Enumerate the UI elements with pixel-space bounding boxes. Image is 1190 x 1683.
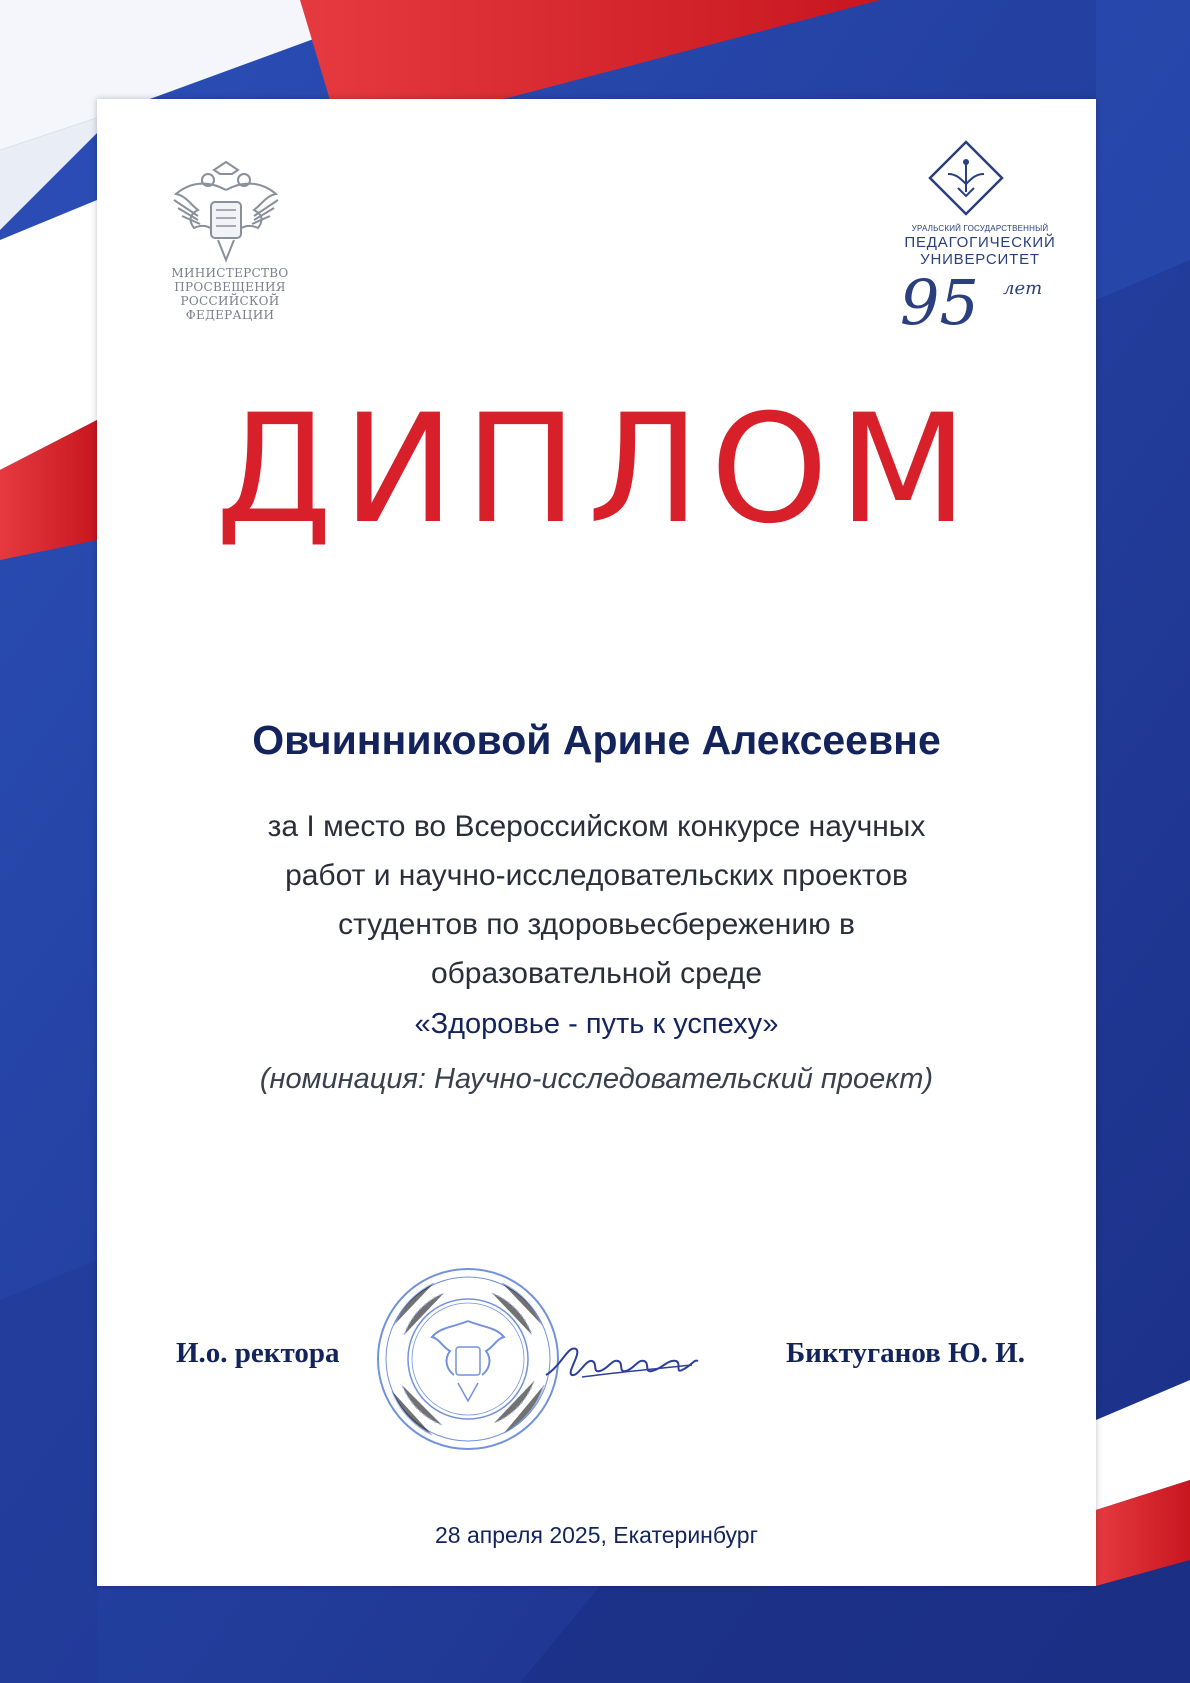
award-description xyxy=(200,802,993,998)
recipient-name: Овчинниковой Арине Алексеевне xyxy=(252,717,941,763)
contest-name: «Здоровье - путь к успеху» xyxy=(414,1008,779,1040)
signatory-name: Биктуганов Ю. И. xyxy=(786,1337,1025,1369)
anniversary-number: 95 xyxy=(900,266,979,339)
description-line: студентов по здоровьесбережению в xyxy=(338,908,855,941)
ministry-line: МИНИСТЕРСТВО xyxy=(171,266,289,280)
ministry-name xyxy=(140,266,320,322)
ministry-line: ФЕДЕРАЦИИ xyxy=(185,308,275,322)
description-line: образовательной среде xyxy=(430,957,763,990)
signatory-position: И.о. ректора xyxy=(176,1337,340,1369)
description-line: работ и научно-исследовательских проектов xyxy=(285,859,908,892)
description-line: за I место во Всероссийском конкурсе научных xyxy=(267,810,926,843)
anniversary-word: лет xyxy=(1003,278,1043,299)
nomination: (номинация: Научно-исследовательский проект) xyxy=(259,1063,934,1095)
ministry-line: ПРОСВЕЩЕНИЯ xyxy=(174,280,286,294)
ministry-eagle-emblem-icon xyxy=(168,160,284,266)
rector-signature-icon xyxy=(542,1335,702,1385)
diploma-title: ДИПЛОМ xyxy=(215,383,978,557)
university-diamond-logo-icon xyxy=(928,140,1004,216)
university-name-line2: УНИВЕРСИТЕТ xyxy=(920,251,1040,268)
ministry-line: РОССИЙСКОЙ xyxy=(180,294,280,308)
university-name-line1: ПЕДАГОГИЧЕСКИЙ xyxy=(904,234,1056,251)
date-and-place: 28 апреля 2025, Екатеринбург xyxy=(435,1522,758,1548)
university-name-small: УРАЛЬСКИЙ ГОСУДАРСТВЕННЫЙ xyxy=(911,224,1049,233)
official-stamp-icon xyxy=(374,1265,562,1453)
